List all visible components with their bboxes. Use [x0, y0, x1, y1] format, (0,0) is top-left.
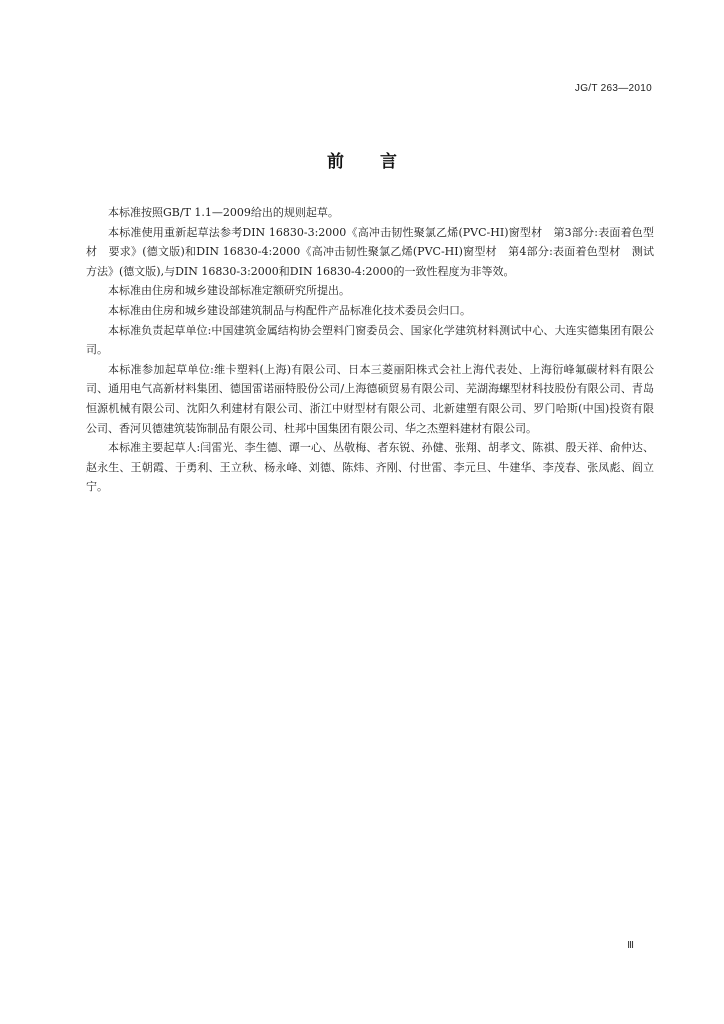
paragraph-main-drafters: 本标准主要起草人:闫雷光、李生德、谭一心、丛敬梅、者东锐、孙健、张翔、胡孝文、陈祺、殷天祥、俞仲达、赵永生、王朝霞、于勇利、王立秋、杨永峰、刘德、陈炜、齐刚、付世雷、李元旦、牛建华、李茂春、张凤彪、阎立宁。 [86, 441, 654, 494]
paragraph-proposer: 本标准由住房和城乡建设部标准定额研究所提出。 [108, 284, 350, 298]
paragraph-reference-standards: 本标准使用重新起草法参考DIN 16830-3:2000《高冲击韧性聚氯乙烯(PVC-HI)窗型材 第3部分:表面着色型材 要求》(德文版)和DIN 16830-4:2000《高冲击韧性聚氯乙烯(PVC-HI)窗型材 第4部分:表面着色型材 测试方法》(德文版),与DIN 16830-3:2000和DIN 16830-4:2000的一致性程度为非等效。 [86, 225, 654, 278]
paragraph-main-drafting-units: 本标准负责起草单位:中国建筑金属结构协会塑料门窗委员会、国家化学建筑材料测试中心、大连实德集团有限公司。 [86, 323, 654, 357]
paragraph-centralized-by: 本标准由住房和城乡建设部建筑制品与构配件产品标准化技术委员会归口。 [108, 303, 471, 317]
paragraph-participating-units: 本标准参加起草单位:维卡塑料(上海)有限公司、日本三菱丽阳株式会社上海代表处、上海衍峰氟碳材料有限公司、通用电气高新材料集团、德国雷诺丽特股份公司/上海德硕贸易有限公司、芜湖海螺型材科技股份有限公司、青岛恒源机械有限公司、沈阳久利建材有限公司、浙江中财型材有限公司、北新建塑有限公司、罗门哈斯(中国)投资有限公司、香河贝德建筑装饰制品有限公司、杜邦中国集团有限公司、华之杰塑料建材有限公司。 [86, 362, 654, 435]
page-title: 前言 [327, 152, 433, 172]
standard-code-header: JG/T 263—2010 [574, 83, 652, 94]
foreword-body [86, 203, 654, 497]
paragraph-drafting-rules: 本标准按照GB/T 1.1—2009给出的规则起草。 [108, 206, 339, 219]
page-number: Ⅲ [627, 940, 634, 951]
